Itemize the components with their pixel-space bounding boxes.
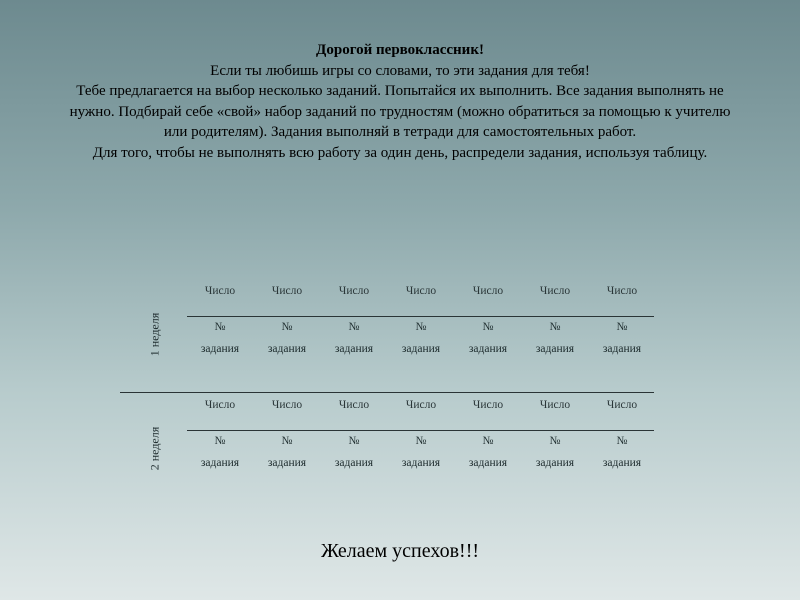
intro-line-1: Если ты любишь игры со словами, то эти задания для тебя! (210, 62, 590, 79)
task-number-symbol: № (549, 321, 561, 333)
day-header-cell: Число (271, 399, 303, 411)
task-number-symbol: № (281, 321, 293, 333)
week-1-label: 1 неделя (147, 312, 162, 357)
week-2-label: 2 неделя (147, 426, 162, 471)
day-header-cell: Число (539, 399, 571, 411)
intro-title: Дорогой первоклассник! (316, 42, 484, 58)
intro-line-3: Для того, чтобы не выполнять всю работу за один день, распредели задания, используя таблицу. (92, 144, 708, 161)
day-header-cell: Число (472, 285, 504, 297)
day-header-cell: Число (204, 285, 236, 297)
task-number-symbol: № (616, 321, 628, 333)
task-number-symbol: № (482, 435, 494, 447)
task-number-symbol: № (549, 435, 561, 447)
task-number-symbol: № (616, 435, 628, 447)
task-number-symbol: № (214, 321, 226, 333)
task-number-symbol: № (482, 321, 494, 333)
task-number-symbol: № (415, 321, 427, 333)
task-number-symbol: № (348, 321, 360, 333)
week-separator-line (120, 392, 654, 393)
task-word: задания (468, 343, 508, 355)
task-word: задания (468, 457, 508, 469)
task-number-symbol: № (281, 435, 293, 447)
task-number-symbol: № (415, 435, 427, 447)
day-header-cell: Число (405, 399, 437, 411)
task-word: задания (334, 343, 374, 355)
task-number-symbol: № (348, 435, 360, 447)
day-header-cell: Число (606, 285, 638, 297)
task-word: задания (602, 457, 642, 469)
intro-text (60, 40, 740, 163)
task-word: задания (401, 343, 441, 355)
table-row-divider (187, 430, 654, 431)
day-header-cell: Число (338, 399, 370, 411)
task-word: задания (200, 457, 240, 469)
task-word: задания (401, 457, 441, 469)
day-header-cell: Число (338, 285, 370, 297)
day-header-cell: Число (204, 399, 236, 411)
day-header-cell: Число (539, 285, 571, 297)
task-word: задания (334, 457, 374, 469)
table-row-divider (187, 316, 654, 317)
task-word: задания (267, 343, 307, 355)
wish-text: Желаем успехов!!! (320, 540, 480, 562)
task-word: задания (200, 343, 240, 355)
task-word: задания (602, 343, 642, 355)
intro-line-2: Тебе предлагается на выбор несколько заданий. Попытайся их выполнить. Все задания выполнять не нужно. Подбирай себе «свой» набор заданий по трудностям (можно обратиться за помощью к учителю или родителям). Задания выполняй в тетради для самостоятельных работ. (69, 83, 731, 140)
task-word: задания (535, 457, 575, 469)
day-header-cell: Число (271, 285, 303, 297)
day-header-cell: Число (405, 285, 437, 297)
task-word: задания (267, 457, 307, 469)
day-header-cell: Число (606, 399, 638, 411)
task-number-symbol: № (214, 435, 226, 447)
day-header-cell: Число (472, 399, 504, 411)
task-word: задания (535, 343, 575, 355)
